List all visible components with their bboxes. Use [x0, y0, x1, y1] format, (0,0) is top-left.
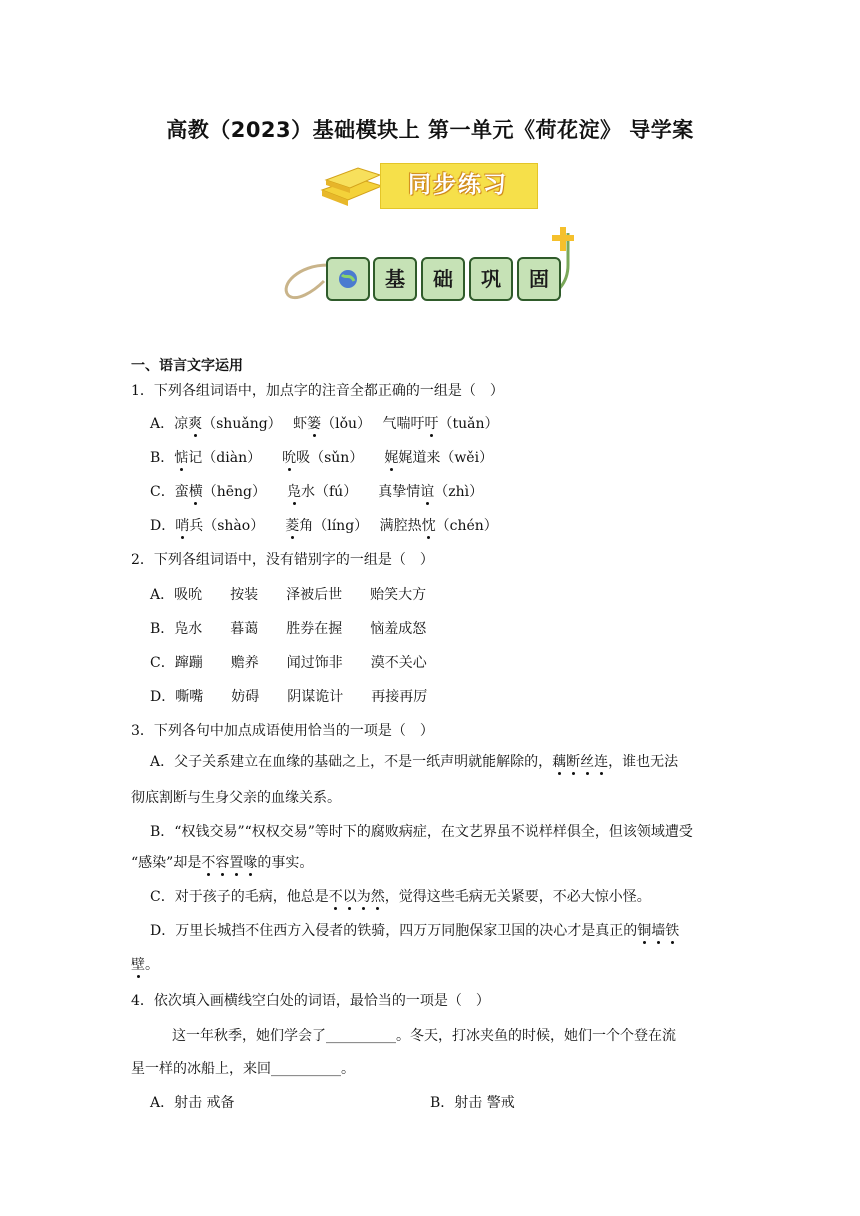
dotted-char: 喙 [243, 855, 258, 871]
q4-option-a: A．射击 戒备 [150, 1095, 235, 1111]
tile-gong: 巩 [469, 257, 513, 301]
dotted-char: 容 [215, 855, 230, 871]
section-heading: 一、语言文字运用 [131, 358, 243, 374]
dotted-char: 为 [356, 889, 371, 905]
text-segment: 水（fú） 真挚情 [301, 484, 421, 500]
text-segment: （shuǎng） 虾 [202, 416, 308, 432]
tile-ji: 基 [373, 257, 417, 301]
dotted-char: 吁 [424, 416, 439, 432]
basic-consolidation-banner [278, 225, 588, 305]
dotted-char: 娓 [384, 450, 399, 466]
text-segment: 的事实。 [257, 855, 314, 871]
q1-option-a [150, 414, 499, 434]
text-segment: 记（diàn） [188, 450, 283, 466]
text-segment: D． [150, 518, 176, 534]
dotted-char: 以 [342, 889, 357, 905]
dotted-char: 惦 [174, 450, 189, 466]
q4-passage-line2: 星一样的冰船上，来回__________。 [131, 1061, 355, 1077]
globe-icon [326, 257, 370, 301]
text-segment: ，谁也无法 [608, 754, 679, 770]
dotted-char: 凫 [287, 484, 301, 500]
text-segment: （tuǎn） [438, 416, 499, 432]
dotted-char: 连 [594, 754, 609, 770]
dotted-char: 横 [188, 484, 203, 500]
text-segment: A．凉 [150, 416, 189, 432]
q3-stem: 3．下列各句中加点成语使用恰当的一项是（ ） [131, 723, 434, 739]
dotted-char: 谊 [420, 484, 435, 500]
q3-option-c [150, 887, 651, 907]
dotted-char: 墙 [651, 923, 666, 939]
text-segment: （chén） [435, 518, 498, 534]
dotted-char: 丝 [580, 754, 595, 770]
dotted-char: 菱 [285, 518, 300, 534]
q4-option-b: B．射击 警戒 [430, 1095, 515, 1111]
dotted-char: 忱 [421, 518, 436, 534]
dotted-char: 铜 [637, 923, 652, 939]
text-segment: B． [150, 450, 175, 466]
text-segment: 娓道来（wěi） [398, 450, 494, 466]
dotted-char: 铁 [665, 923, 680, 939]
q3-option-d-line1 [150, 921, 679, 941]
text-segment: 吸（sǔn） [296, 450, 385, 466]
q2-option-a: A．吸吮 按装 泽被后世 贻笑大方 [150, 587, 427, 603]
text-segment: C．蛮 [150, 484, 189, 500]
q1-option-c [150, 482, 483, 502]
q2-option-b: B．凫水 暮蔼 胜券在握 恼羞成怒 [150, 621, 427, 637]
dotted-char: 爽 [188, 416, 203, 432]
text-segment: （hēng） [202, 484, 287, 500]
q1-option-d [150, 516, 498, 536]
dotted-char: 哨 [175, 518, 190, 534]
q3-option-a-line2: 彻底割断与生身父亲的血缘关系。 [131, 790, 341, 806]
dotted-char: 不 [201, 855, 216, 871]
text-segment: （lǒu） 气喘吁 [321, 416, 425, 432]
text-segment: 兵（shào） [189, 518, 286, 534]
dotted-char: 不 [328, 889, 343, 905]
dotted-char: 断 [566, 754, 581, 770]
q2-stem: 2．下列各组词语中，没有错别字的一组是（ ） [131, 552, 434, 568]
text-segment: D．万里长城挡不住西方入侵者的铁骑，四万万同胞保家卫国的决心才是真正的 [150, 923, 638, 939]
q4-passage-line1: 这一年秋季，她们学会了__________。冬天，打冰夹鱼的时候，她们一个个登在流 [172, 1028, 676, 1044]
sync-practice-label: 同步练习 [408, 172, 508, 198]
dotted-char: 壁 [131, 957, 145, 973]
dotted-char: 置 [229, 855, 244, 871]
q2-option-c: C．蹿蹦 赡养 闻过饰非 漠不关心 [150, 655, 427, 671]
q1-option-b [150, 448, 493, 468]
q3-option-a-line1 [150, 752, 678, 772]
q2-option-d: D．嘶嘴 妨碍 阴谋诡计 再接再厉 [150, 689, 428, 705]
text-segment: 角（líng） 满腔热 [299, 518, 422, 534]
q1-stem: 1．下列各组词语中，加点字的注音全都正确的一组是（ ） [131, 383, 504, 399]
q3-option-d-line2 [131, 955, 159, 975]
tile-gu: 固 [517, 257, 561, 301]
text-segment: ，觉得这些毛病无关紧要，不必大惊小怪。 [384, 889, 651, 905]
books-icon [316, 160, 388, 210]
q4-stem: 4．依次填入画横线空白处的词语，最恰当的一项是（ ） [131, 993, 490, 1009]
tile-chu: 础 [421, 257, 465, 301]
q3-option-b-line1: B．“权钱交易”“权权交易”等时下的腐败病症，在文艺界虽不说样样俱全，但该领域遭受 [150, 824, 693, 840]
text-segment: A．父子关系建立在血缘的基础之上，不是一纸声明就能解除的， [150, 754, 553, 770]
text-segment: C．对于孩子的毛病，他总是 [150, 889, 329, 905]
text-segment: （zhì） [434, 484, 484, 500]
text-segment: 。 [145, 957, 159, 973]
dotted-char: 然 [370, 889, 385, 905]
dotted-char: 吮 [282, 450, 297, 466]
sync-practice-banner [316, 160, 540, 210]
text-segment: “感染”却是 [131, 855, 202, 871]
dotted-char: 藕 [552, 754, 567, 770]
page-title: 高教（2023）基础模块上 第一单元《荷花淀》 导学案 [166, 118, 694, 142]
q3-option-b-line2 [131, 853, 313, 873]
dotted-char: 篓 [307, 416, 322, 432]
